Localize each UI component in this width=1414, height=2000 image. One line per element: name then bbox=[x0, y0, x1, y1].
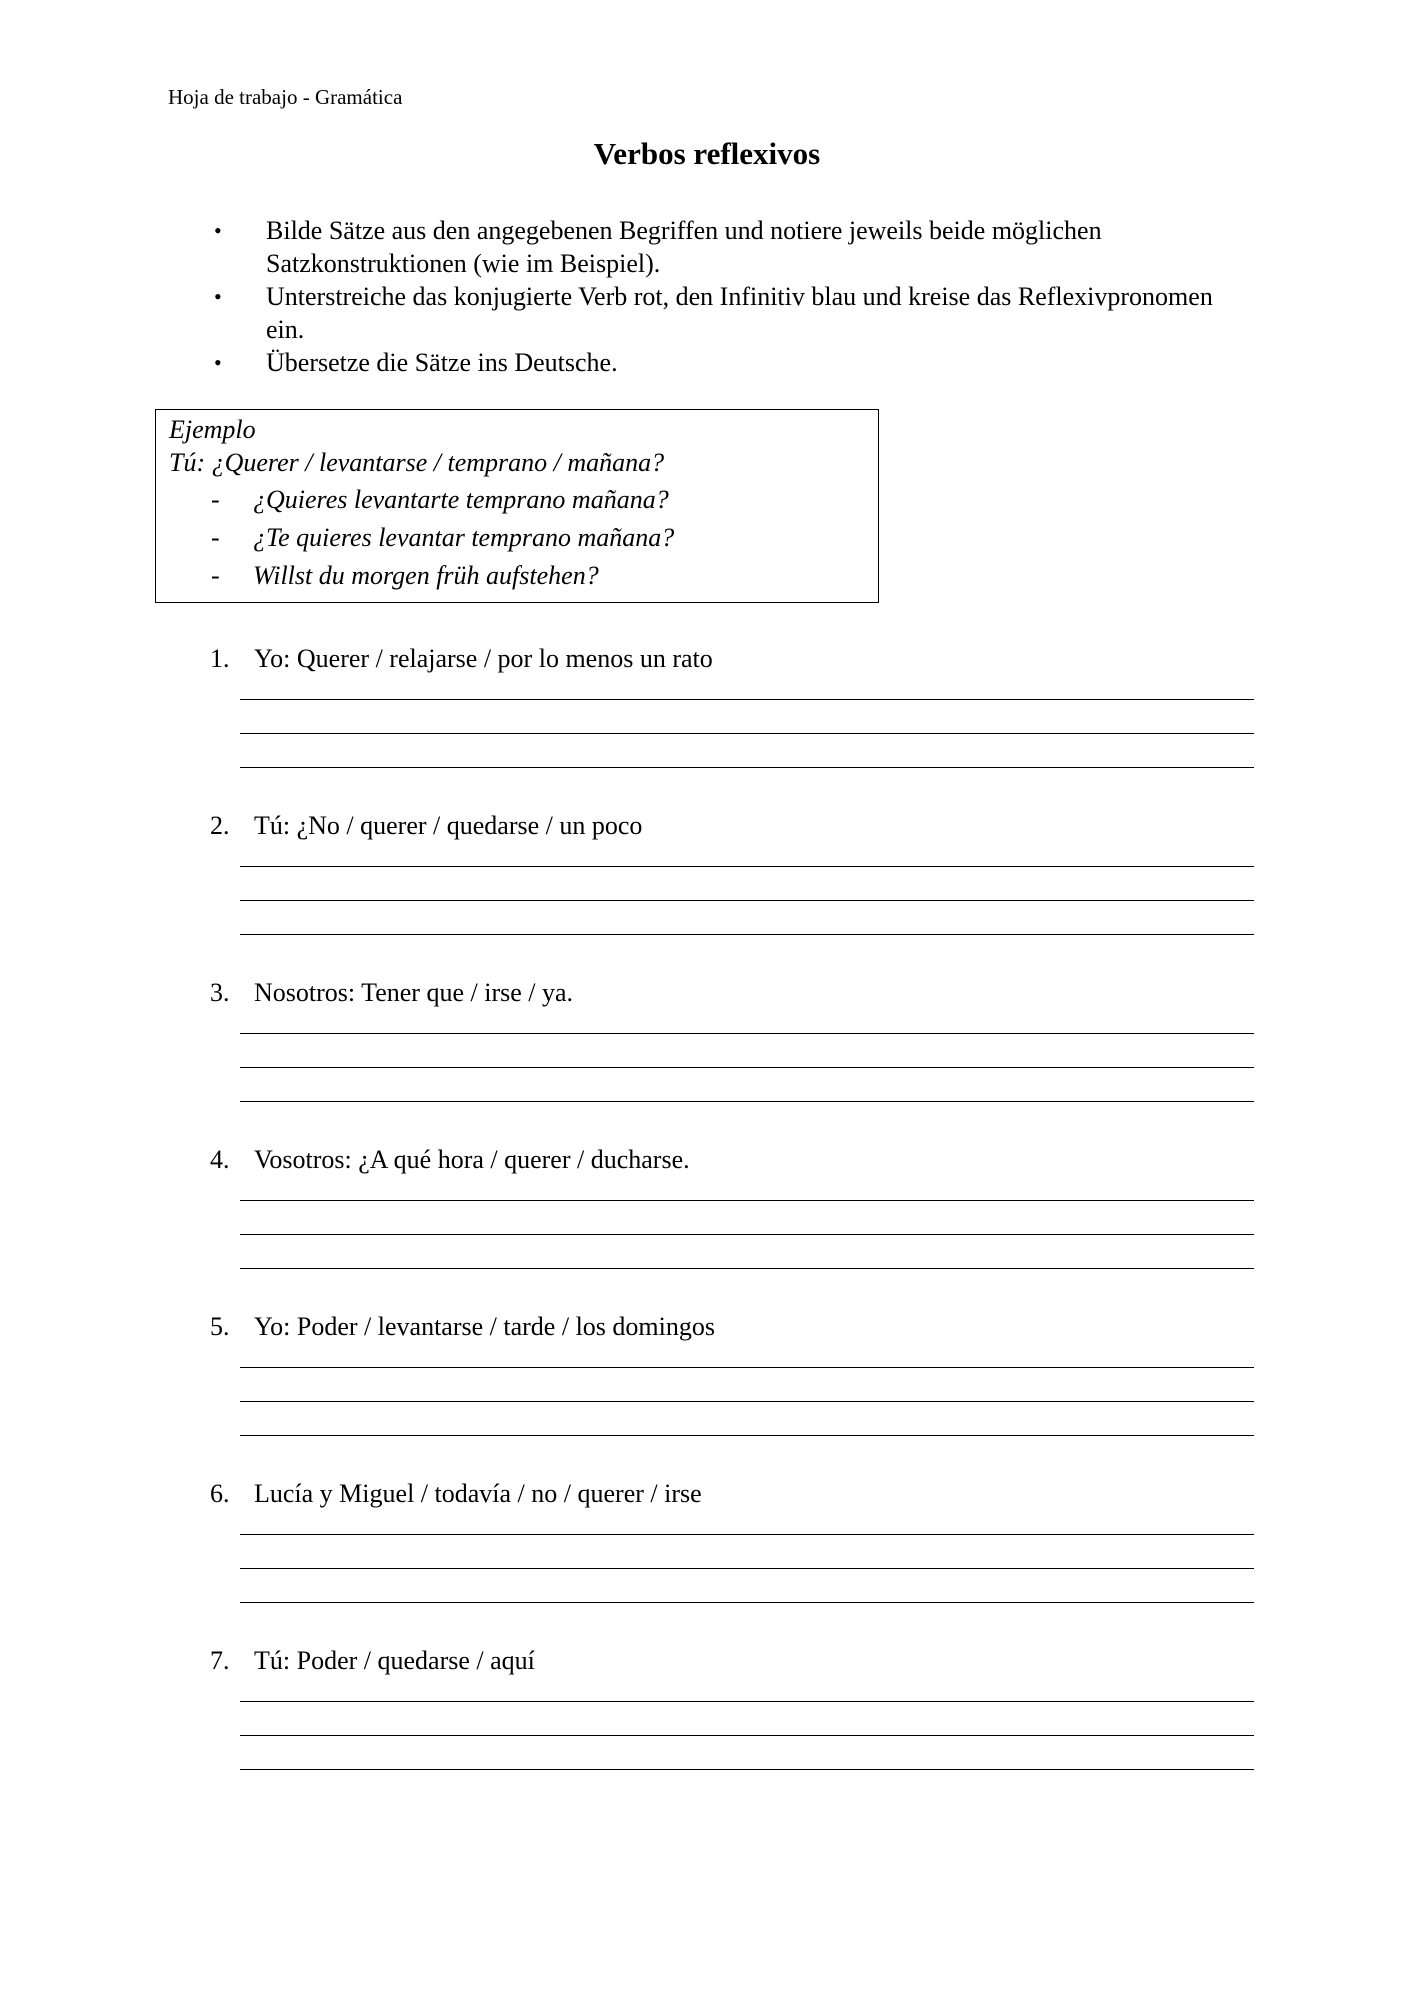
example-answer bbox=[211, 557, 674, 595]
example-answer-text: ¿Quieres levantarte temprano mañana? bbox=[253, 485, 669, 514]
exercise-prompt: Tú: ¿No / querer / quedarse / un poco bbox=[254, 811, 643, 840]
exercise-number: 5. bbox=[210, 1312, 230, 1341]
bullet-icon: • bbox=[214, 350, 222, 375]
bullet-icon: • bbox=[214, 284, 222, 309]
answer-line[interactable] bbox=[240, 1701, 1254, 1702]
answer-line[interactable] bbox=[240, 733, 1254, 734]
answer-line[interactable] bbox=[240, 1401, 1254, 1402]
exercise-number: 6. bbox=[210, 1479, 230, 1508]
answer-line[interactable] bbox=[240, 1769, 1254, 1770]
answer-line[interactable] bbox=[240, 900, 1254, 901]
example-answer-text: Willst du morgen früh aufstehen? bbox=[253, 561, 599, 590]
dash-icon: - bbox=[211, 485, 220, 514]
exercise-number: 7. bbox=[210, 1646, 230, 1675]
instruction-item bbox=[210, 346, 1250, 379]
exercise-prompt: Vosotros: ¿A qué hora / querer / ducharse. bbox=[254, 1145, 690, 1174]
example-label: Ejemplo bbox=[169, 415, 256, 444]
answer-line[interactable] bbox=[240, 1268, 1254, 1269]
answer-line[interactable] bbox=[240, 699, 1254, 700]
exercise-prompt: Tú: Poder / quedarse / aquí bbox=[254, 1646, 535, 1675]
example-prompt: Tú: ¿Querer / levantarse / temprano / mañana? bbox=[169, 448, 665, 477]
exercise-item bbox=[210, 1310, 1270, 1344]
exercise-number: 3. bbox=[210, 978, 230, 1007]
instruction-text: Übersetze die Sätze ins Deutsche. bbox=[266, 348, 618, 377]
exercise-prompt: Lucía y Miguel / todavía / no / querer / irse bbox=[254, 1479, 702, 1508]
answer-line[interactable] bbox=[240, 866, 1254, 867]
example-answer-text: ¿Te quieres levantar temprano mañana? bbox=[253, 523, 675, 552]
exercise-item bbox=[210, 1477, 1270, 1511]
answer-line[interactable] bbox=[240, 1200, 1254, 1201]
instruction-text: Unterstreiche das konjugierte Verb rot, den Infinitiv blau und kreise das Reflexivpronomen ein. bbox=[266, 282, 1213, 344]
answer-line[interactable] bbox=[240, 1033, 1254, 1034]
answer-line[interactable] bbox=[240, 1367, 1254, 1368]
exercise-prompt: Yo: Poder / levantarse / tarde / los domingos bbox=[254, 1312, 715, 1341]
exercise-number: 1. bbox=[210, 644, 230, 673]
exercise-prompt: Yo: Querer / relajarse / por lo menos un rato bbox=[254, 644, 713, 673]
answer-line[interactable] bbox=[240, 767, 1254, 768]
instruction-text: Bilde Sätze aus den angegebenen Begriffen und notiere jeweils beide möglichen Satzkonstruktionen (wie im Beispiel). bbox=[266, 216, 1102, 278]
worksheet-header-label: Hoja de trabajo - Gramática bbox=[168, 85, 403, 109]
answer-line[interactable] bbox=[240, 1067, 1254, 1068]
exercise-item bbox=[210, 642, 1270, 676]
dash-icon: - bbox=[211, 523, 220, 552]
example-answer bbox=[211, 519, 674, 557]
instruction-item bbox=[210, 280, 1250, 346]
exercise-item bbox=[210, 809, 1270, 843]
exercise-item bbox=[210, 976, 1270, 1010]
instructions-list bbox=[210, 214, 1250, 379]
exercise-number: 2. bbox=[210, 811, 230, 840]
dash-icon: - bbox=[211, 561, 220, 590]
answer-line[interactable] bbox=[240, 1435, 1254, 1436]
exercise-prompt: Nosotros: Tener que / irse / ya. bbox=[254, 978, 574, 1007]
exercise-number: 4. bbox=[210, 1145, 230, 1174]
example-answer bbox=[211, 481, 674, 519]
example-box bbox=[155, 409, 879, 603]
answer-line[interactable] bbox=[240, 1534, 1254, 1535]
exercise-item bbox=[210, 1143, 1270, 1177]
answer-line[interactable] bbox=[240, 1101, 1254, 1102]
bullet-icon: • bbox=[214, 218, 222, 243]
page-title: Verbos reflexivos bbox=[593, 136, 821, 171]
answer-line[interactable] bbox=[240, 1735, 1254, 1736]
exercise-item bbox=[210, 1644, 1270, 1678]
answer-line[interactable] bbox=[240, 934, 1254, 935]
example-answers-list bbox=[211, 481, 674, 595]
answer-line[interactable] bbox=[240, 1568, 1254, 1569]
answer-line[interactable] bbox=[240, 1602, 1254, 1603]
instruction-item bbox=[210, 214, 1250, 280]
answer-line[interactable] bbox=[240, 1234, 1254, 1235]
